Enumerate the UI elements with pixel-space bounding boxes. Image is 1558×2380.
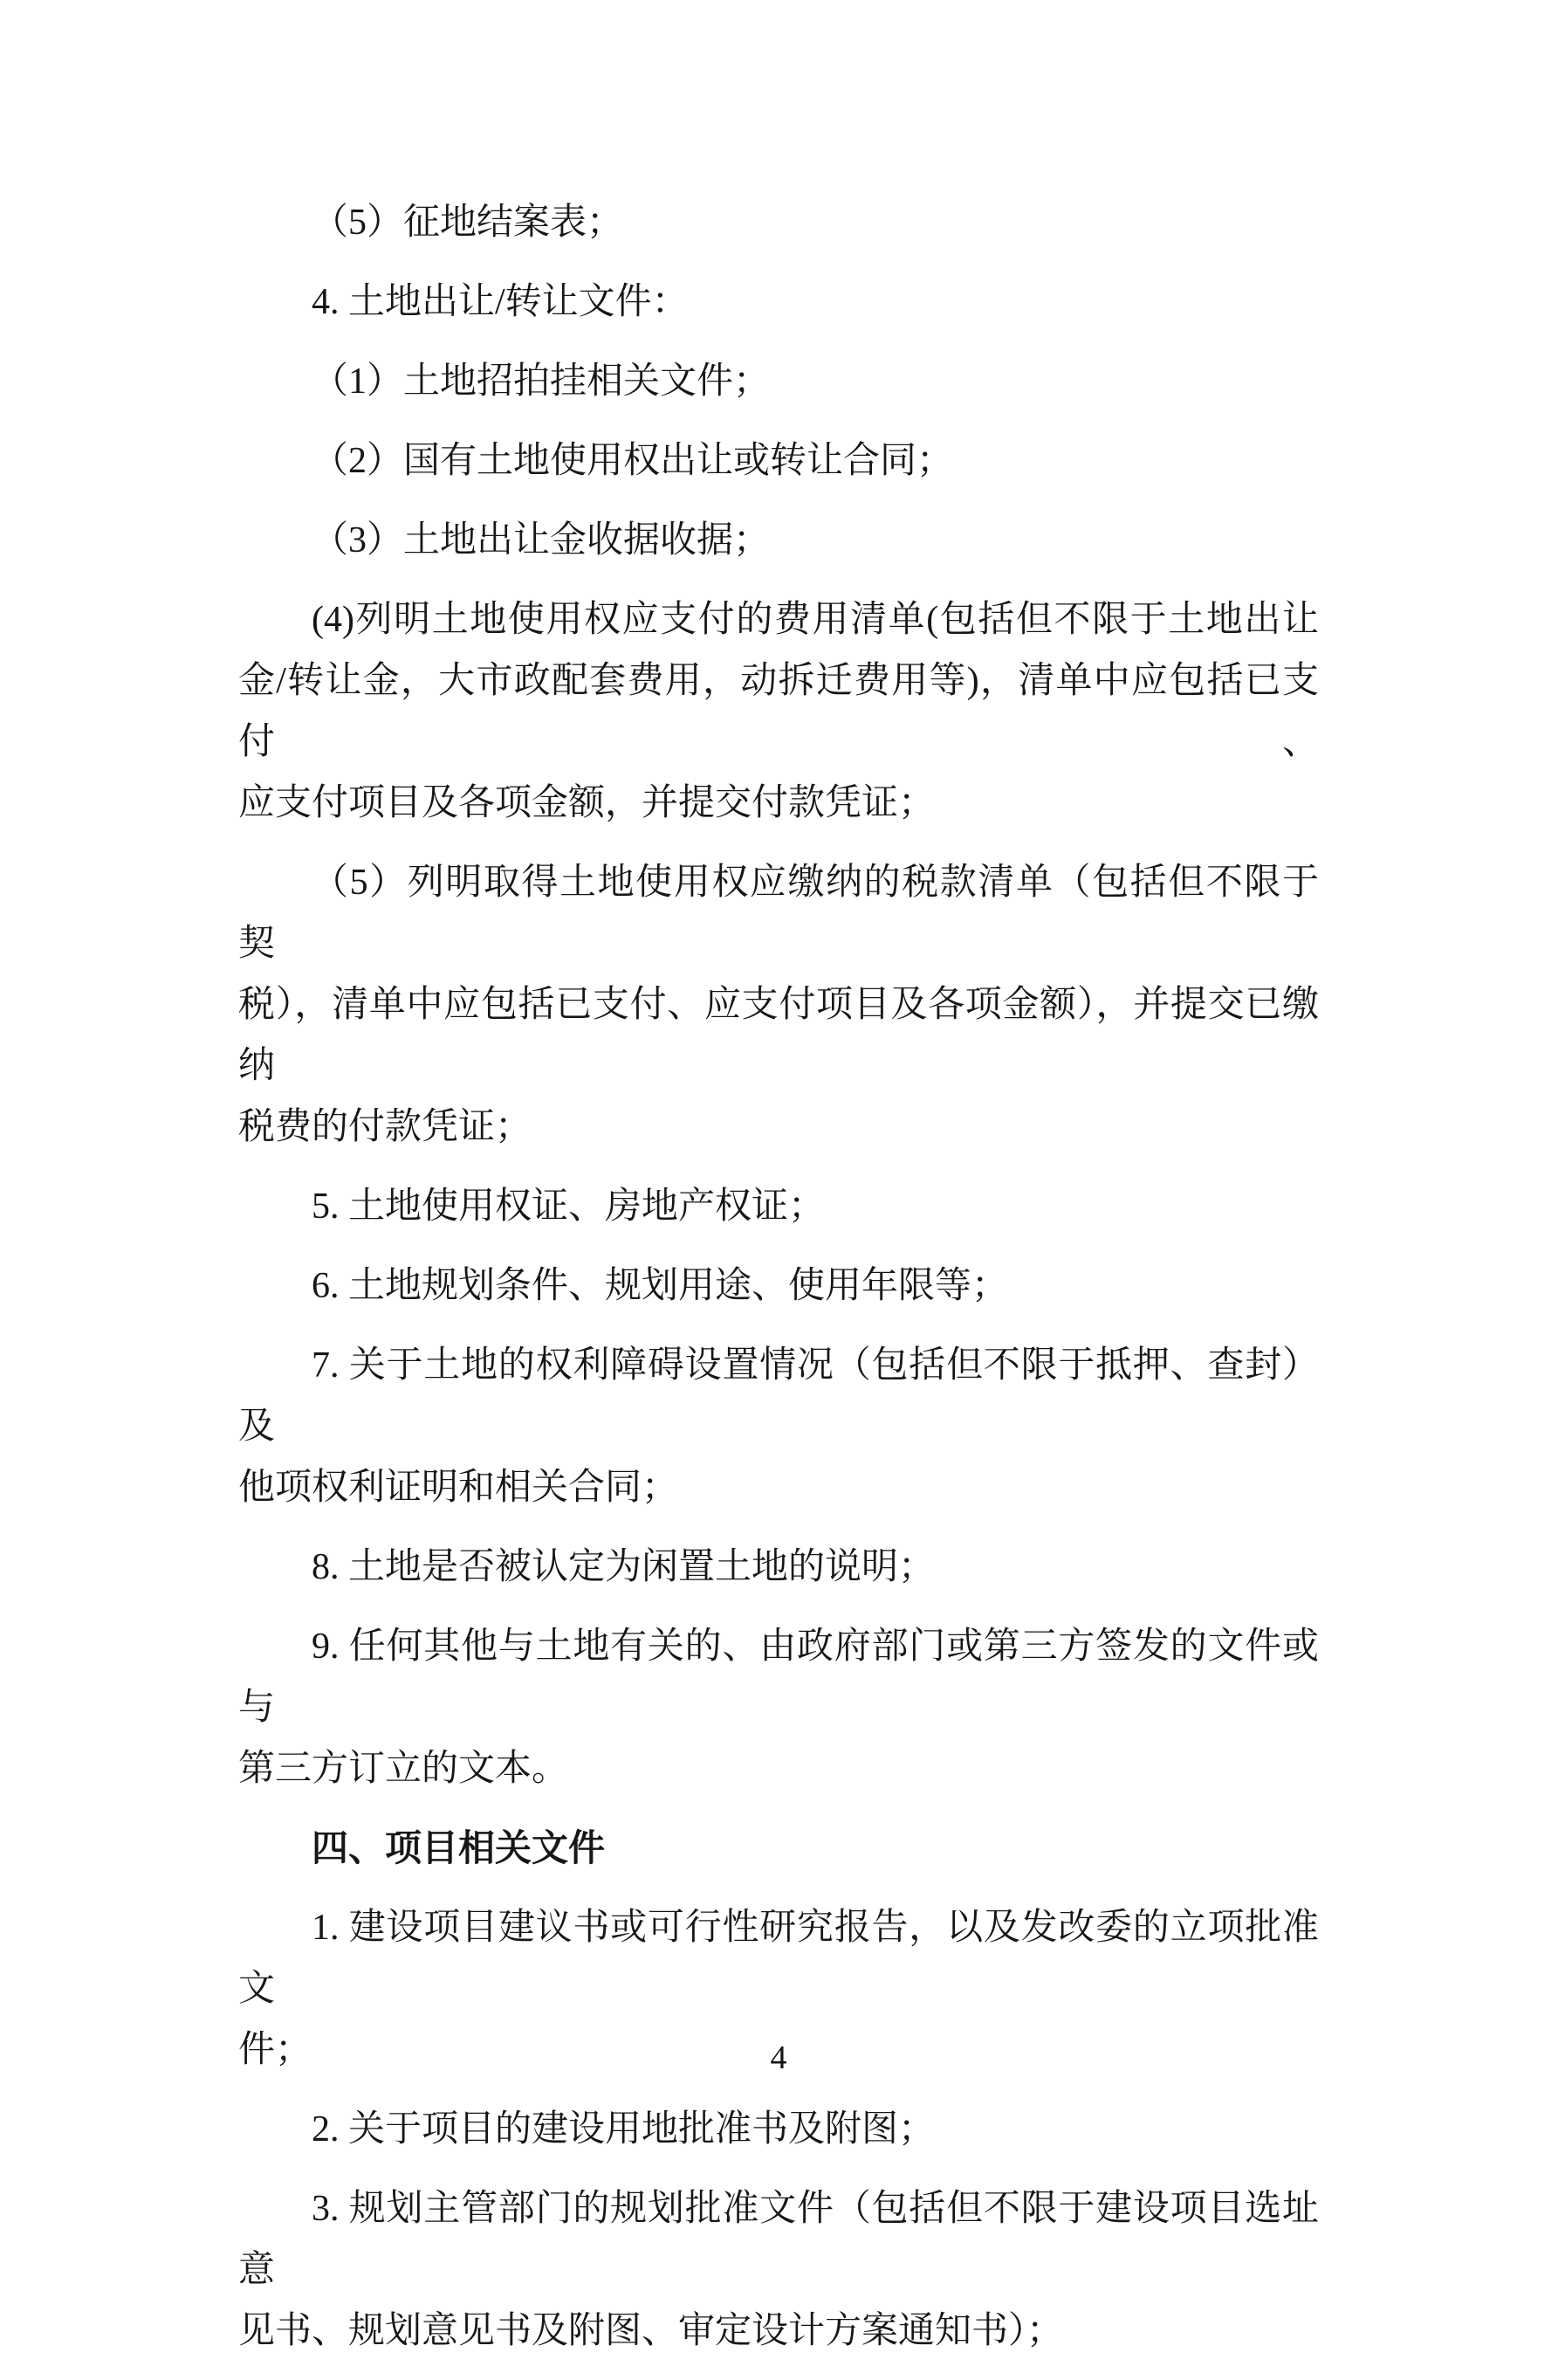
text-line: 第三方订立的文本。 [238, 1749, 569, 1789]
text-line: （5）列明取得土地使用权应缴纳的税款清单（包括但不限于契 [238, 863, 1319, 964]
text-line: 税），清单中应包括已支付、应支付项目及各项金额），并提交已缴纳 [238, 985, 1319, 1086]
paragraph [238, 1537, 1319, 1598]
text-line: 件； [238, 2030, 312, 2070]
paragraph [238, 192, 1319, 253]
paragraph [238, 510, 1319, 571]
paragraph [238, 1176, 1319, 1237]
text-line: 7. 关于土地的权利障碍设置情况（包括但不限于抵押、查封）及 [238, 1345, 1319, 1447]
paragraph [238, 1335, 1319, 1518]
paragraph [238, 351, 1319, 412]
paragraph [238, 272, 1319, 333]
text-line: 4. 土地出让/转让文件： [312, 282, 689, 322]
paragraph [238, 1255, 1319, 1317]
paragraph [238, 2178, 1319, 2362]
text-line: （3）土地出让金收据收据； [312, 520, 771, 561]
heading-text-line: 四、项目相关文件 [312, 1827, 606, 1868]
paragraph [238, 1616, 1319, 1799]
paragraph [238, 2099, 1319, 2160]
paragraph [238, 852, 1319, 1158]
text-line: 金/转让金，大市政配套费用，动拆迁费用等)，清单中应包括已支付、 [238, 661, 1319, 762]
text-line: 税费的付款凭证； [238, 1107, 532, 1147]
text-line: (4)列明土地使用权应支付的费用清单(包括但不限于土地出让 [312, 600, 1319, 640]
text-line: 应支付项目及各项金额，并提交付款凭证； [238, 783, 936, 823]
text-line: 他项权利证明和相关合同； [238, 1468, 679, 1508]
paragraph [238, 430, 1319, 492]
text-line: 2. 关于项目的建设用地批准书及附图； [312, 2109, 936, 2150]
text-line: （1）土地招拍挂相关文件； [312, 361, 771, 402]
section-heading [238, 1818, 1319, 1879]
text-line: 3. 规划主管部门的规划批准文件（包括但不限于建设项目选址意 [238, 2189, 1319, 2290]
text-line: 6. 土地规划条件、规划用途、使用年限等； [312, 1266, 1009, 1306]
text-line: 8. 土地是否被认定为闲置土地的说明； [312, 1547, 936, 1587]
page-number: 4 [770, 2040, 787, 2076]
page-footer [238, 2027, 1319, 2088]
text-line: （5）征地结案表； [312, 203, 624, 243]
text-line: 9. 任何其他与土地有关的、由政府部门或第三方签发的文件或与 [238, 1627, 1319, 1728]
text-line: （2）国有土地使用权出让或转让合同； [312, 441, 954, 481]
text-line: 5. 土地使用权证、房地产权证； [312, 1187, 826, 1227]
paragraph [238, 589, 1319, 834]
text-line: 1. 建设项目建议书或可行性研究报告，以及发改委的立项批准文 [238, 1908, 1319, 2009]
text-line: 见书、规划意见书及附图、审定设计方案通知书）； [238, 2311, 1064, 2351]
